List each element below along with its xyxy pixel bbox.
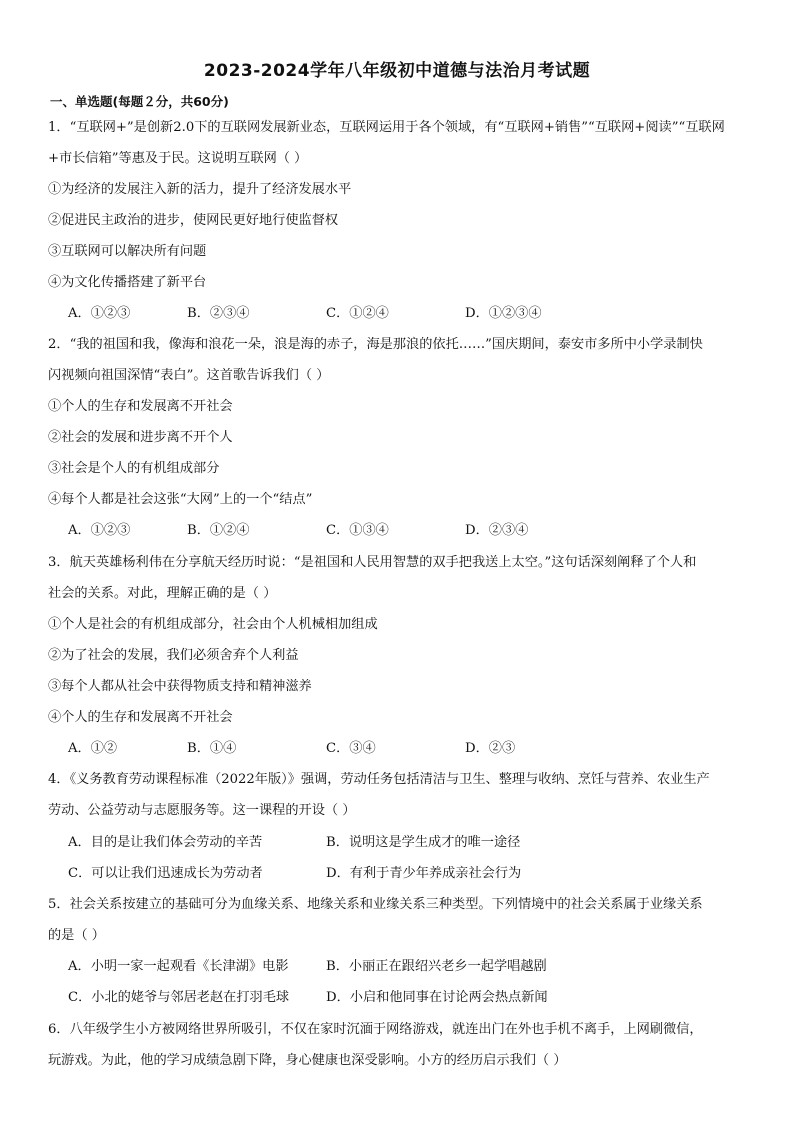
question-stem-line: 2．“我的祖国和我，像海和浪花一朵，浪是海的赤子，海是那浪的依托……”国庆期间，泰安市多所中小学录制快 bbox=[48, 337, 703, 352]
statement-2: ②社会的发展和进步离不开个人 bbox=[48, 430, 233, 445]
statement-2: ②为了社会的发展，我们必须舍弃个人利益 bbox=[48, 648, 299, 663]
statement-3: ③每个人都从社会中获得物质支持和精神滋养 bbox=[48, 679, 312, 694]
question-stem-line: 3．航天英雄杨利伟在分享航天经历时说：“是祖国和人民用智慧的双手把我送上太空。”这句话深刻阐释了个人和 bbox=[48, 555, 697, 570]
option-b: B．说明这是学生成才的唯一途径 bbox=[326, 835, 521, 850]
statement-4: ④每个人都是社会这张“大网”上的一个“结点” bbox=[48, 492, 313, 507]
question-stem-line: 6．八年级学生小方被网络世界所吸引，不仅在家时沉湎于网络游戏，就连出门在外也手机不离手，上网刷微信， bbox=[48, 1022, 703, 1037]
option-b: B．小丽正在跟绍兴老乡一起学唱越剧 bbox=[326, 959, 547, 974]
question-stem-line: 玩游戏。为此，他的学习成绩急剧下降，身心健康也深受影响。小方的经历启示我们（ ） bbox=[48, 1053, 567, 1068]
question-stem-line: 的是（ ） bbox=[48, 928, 105, 943]
statement-1: ①个人的生存和发展离不开社会 bbox=[48, 399, 233, 414]
option-b: B．①②④ bbox=[187, 523, 250, 538]
question-stem-line: 1．“互联网+”是创新2.0下的互联网发展新业态，互联网运用于各个领域，有“互联网+销售”“互联网+阅读”“互联网 bbox=[48, 120, 725, 135]
option-d: D．小启和他同事在讨论两会热点新闻 bbox=[326, 990, 548, 1005]
question-stem-line: +市长信箱”等惠及于民。这说明互联网（ ） bbox=[48, 151, 308, 166]
statement-1: ①个人是社会的有机组成部分，社会由个人机械相加组成 bbox=[48, 617, 378, 632]
question-stem-line: 社会的关系。对此，理解正确的是（ ） bbox=[48, 586, 277, 601]
statement-3: ③互联网可以解决所有问题 bbox=[48, 244, 207, 259]
question-stem-line: 闪视频向祖国深情“表白”。这首歌告诉我们（ ） bbox=[48, 368, 330, 383]
option-a: A．①②③ bbox=[68, 523, 131, 538]
option-a: A．①② bbox=[68, 741, 118, 756]
option-d: D．②③ bbox=[465, 741, 516, 756]
option-b: B．②③④ bbox=[187, 306, 250, 321]
question-stem-line: 劳动、公益劳动与志愿服务等。这一课程的开设（ ） bbox=[48, 803, 356, 818]
option-c: C．③④ bbox=[326, 741, 376, 756]
statement-1: ①为经济的发展注入新的活力，提升了经济发展水平 bbox=[48, 182, 352, 197]
option-a: A．目的是让我们体会劳动的辛苦 bbox=[68, 835, 263, 850]
question-stem-line: 5．社会关系按建立的基础可分为血缘关系、地缘关系和业缘关系三种类型。下列情境中的社会关系属于业缘关系 bbox=[48, 897, 703, 912]
option-d: D．有利于青少年养成亲社会行为 bbox=[326, 866, 522, 881]
option-d: D．②③④ bbox=[465, 523, 529, 538]
option-c: C．可以让我们迅速成长为劳动者 bbox=[68, 866, 263, 881]
statement-4: ④为文化传播搭建了新平台 bbox=[48, 275, 207, 290]
question-stem-line: 4．《义务教育劳动课程标准（2022年版）》强调，劳动任务包括清洁与卫生、整理与收纳、烹饪与营养、农业生产 bbox=[48, 772, 710, 787]
section-heading: 一、单选题(每题２分，共60分) bbox=[50, 94, 229, 109]
option-c: C．①②④ bbox=[326, 306, 389, 321]
exam-title: 2023-2024学年八年级初中道德与法治月考试题 bbox=[203, 61, 591, 81]
statement-4: ④个人的生存和发展离不开社会 bbox=[48, 710, 233, 725]
option-a: A．小明一家一起观看《长津湖》电影 bbox=[68, 959, 289, 974]
statement-3: ③社会是个人的有机组成部分 bbox=[48, 461, 220, 476]
option-a: A．①②③ bbox=[68, 306, 131, 321]
option-d: D．①②③④ bbox=[465, 306, 542, 321]
option-c: C．小北的姥爷与邻居老赵在打羽毛球 bbox=[68, 990, 290, 1005]
option-b: B．①④ bbox=[187, 741, 237, 756]
statement-2: ②促进民主政治的进步，使网民更好地行使监督权 bbox=[48, 213, 339, 228]
option-c: C．①③④ bbox=[326, 523, 389, 538]
